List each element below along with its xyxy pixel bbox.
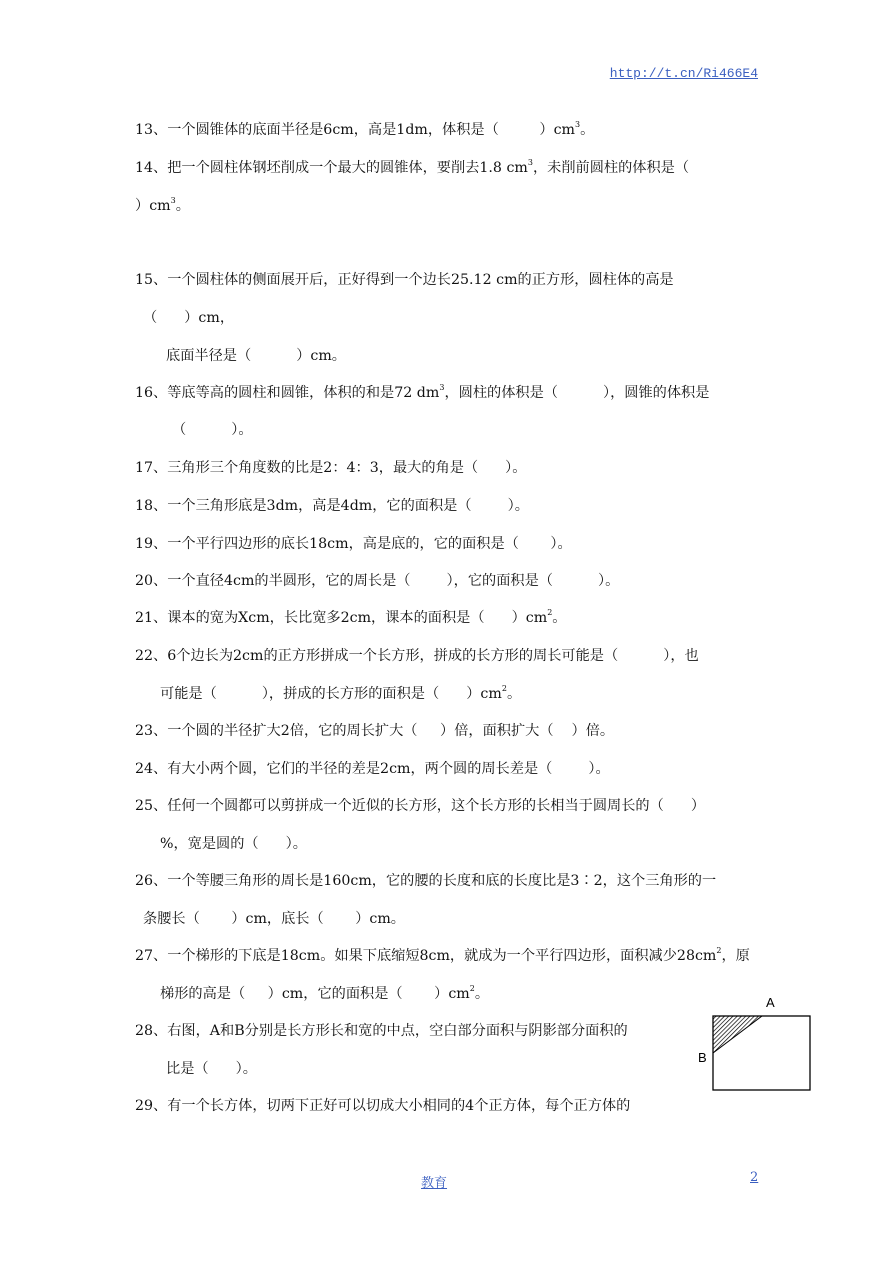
question-14-line1: 14、把一个圆柱体钢坯削成一个最大的圆锥体，要削去1.8 $cm^3$，未削前圆柱的体积是（ [135,158,690,176]
question-14-line2: ）$cm^3$。 [135,196,190,214]
question-23: 23、一个圆的半径扩大2倍，它的周长扩大（ ）倍，面积扩大（ ）倍。 [135,723,615,739]
question-13: 13、一个圆锥体的底面半径是6cm，高是1dm，体积是（ ）$cm^3$。 [135,120,595,138]
question-27-line2: 梯形的高是（ ）cm，它的面积是（ ）$cm^2$。 [160,984,490,1002]
question-27-line1: 27、一个梯形的下底是18cm。如果下底缩短8cm，就成为一个平行四边形，面积减少$28cm^2$，原 [135,946,750,964]
question-22-line2: 可能是（ ），拼成的长方形的面积是（ ）$cm^2$。 [160,684,522,702]
question-28-line1: 28、右图，A和B分别是长方形长和宽的中点，空白部分面积与阴影部分面积的 [135,1023,628,1039]
figure-shaded-triangle [713,1016,762,1053]
header-link[interactable]: http://t.cn/Ri466E4 [609,66,758,81]
page-number: 2 [750,1170,759,1185]
question-25-line2: %，宽是圆的（ ）。 [160,836,307,852]
label-a: A [766,995,775,1010]
question-26-line1: 26、一个等腰三角形的周长是160cm，它的腰的长度和底的长度比是3∶2，这个三角形的一 [135,873,717,889]
question-15-line2: （ ）cm， [143,310,235,326]
rectangle-figure [695,990,820,1095]
question-18: 18、一个三角形底是3dm，高是4dm，它的面积是（ ）。 [135,498,529,514]
question-15-line3: 底面半径是（ ）cm。 [166,348,346,364]
question-29: 29、有一个长方体，切两下正好可以切成大小相同的4个正方体，每个正方体的 [135,1098,631,1114]
footer-link[interactable]: 教育 [421,1176,448,1191]
question-16-line2: （ ）。 [172,422,253,438]
question-25-line1: 25、任何一个圆都可以剪拼成一个近似的长方形，这个长方形的长相当于圆周长的（ ） [135,798,706,814]
question-22-line1: 22、6个边长为2cm的正方形拼成一个长方形，拼成的长方形的周长可能是（ ），也 [135,648,699,664]
question-20: 20、一个直径4cm的半圆形，它的周长是（ ），它的面积是（ ）。 [135,573,620,589]
question-28-line2: 比是（ ）。 [166,1061,257,1077]
question-19: 19、一个平行四边形的底长18cm，高是底的，它的面积是（ ）。 [135,536,572,552]
question-26-line2: 条腰长（ ）cm，底长（ ）cm。 [143,911,405,927]
question-16-line1: 16、等底等高的圆柱和圆锥，体积的和是72 $dm^3$，圆柱的体积是（ ），圆锥的体积是 [135,383,710,401]
label-b: B [698,1050,707,1065]
question-15-line1: 15、一个圆柱体的侧面展开后，正好得到一个边长25.12 cm的正方形，圆柱体的高是 [135,272,674,288]
question-17: 17、三角形三个角度数的比是2：4：3，最大的角是（ ）。 [135,460,527,476]
question-21: 21、课本的宽为Xcm，长比宽多2cm，课本的面积是（ ）$cm^2$。 [135,608,567,626]
question-24: 24、有大小两个圆，它们的半径的差是2cm，两个圆的周长差是（ ）。 [135,761,610,777]
